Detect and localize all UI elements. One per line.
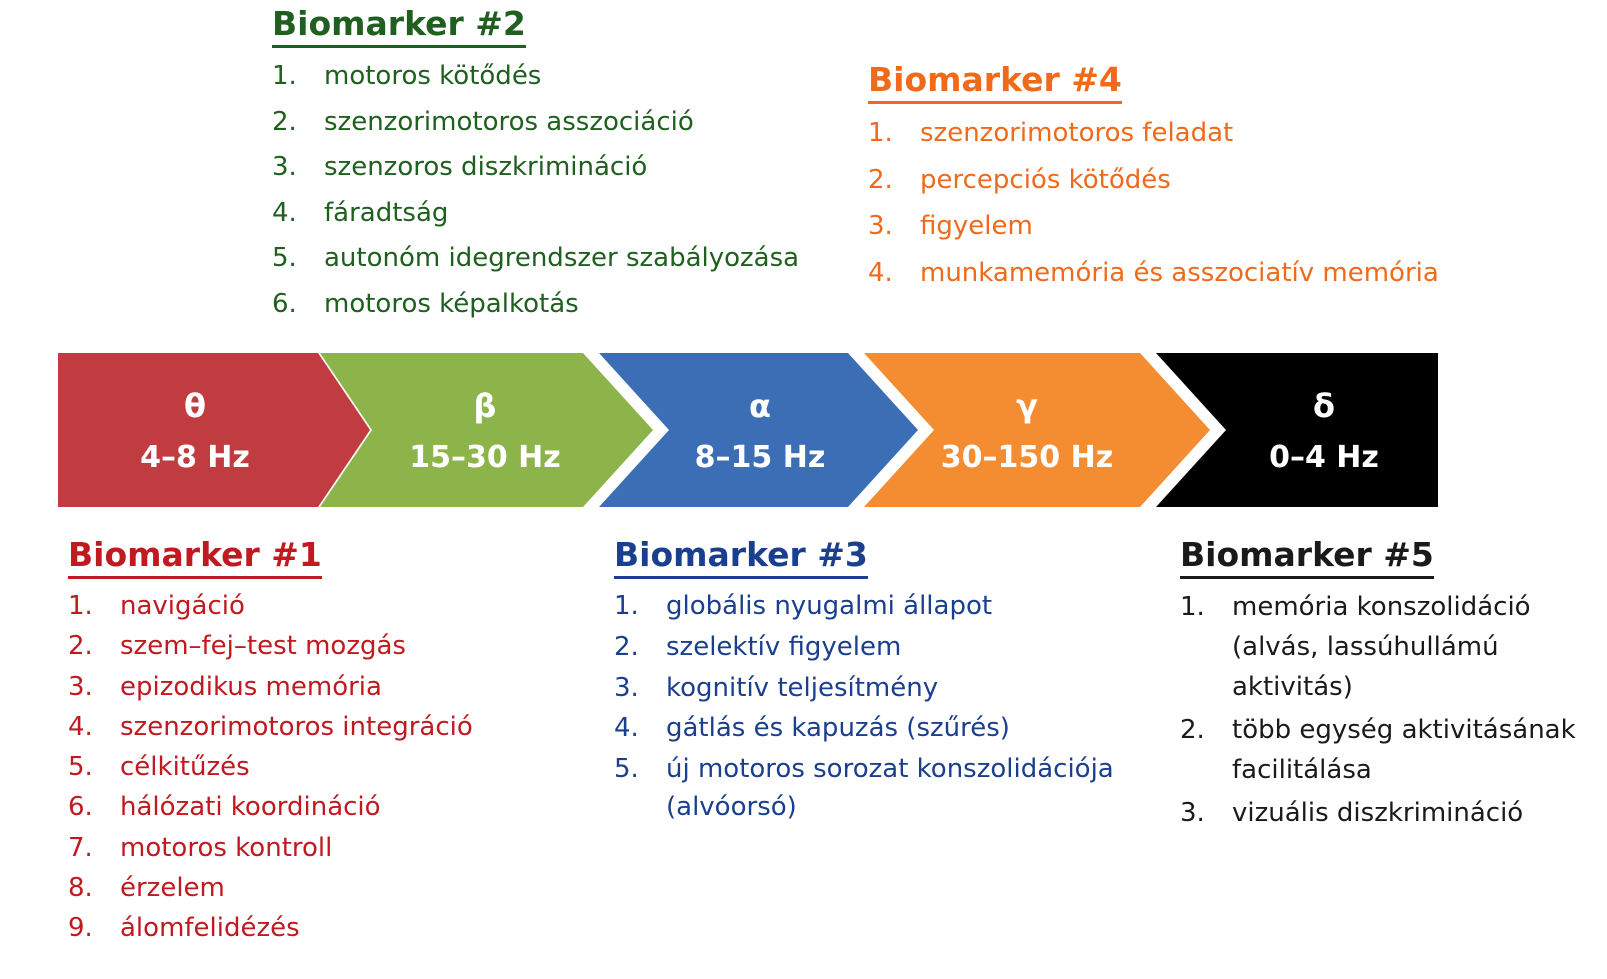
theta-range: 4–8 Hz xyxy=(140,440,250,475)
item-text: autonóm idegrendszer szabályozása xyxy=(324,243,800,273)
item-text: kognitív teljesítmény xyxy=(666,672,939,703)
item-number: 1. xyxy=(868,118,893,148)
biomarker-3-list xyxy=(614,587,1114,826)
item-number: 6. xyxy=(68,792,93,823)
item-number: 3. xyxy=(868,211,893,241)
biomarker-5-list xyxy=(1180,587,1592,833)
item-number: 7. xyxy=(68,832,93,863)
biomarker-1-list xyxy=(68,587,473,950)
item-text: szem–fej–test mozgás xyxy=(120,631,406,662)
item-number: 3. xyxy=(272,152,297,182)
item-number: 9. xyxy=(68,913,93,944)
list-item xyxy=(614,628,1114,669)
alpha-range: 8–15 Hz xyxy=(694,440,826,475)
list-item xyxy=(68,668,473,708)
item-number: 6. xyxy=(272,288,297,319)
list-item xyxy=(68,869,473,909)
item-text: több egység aktivitásának facilitálása xyxy=(1232,715,1576,785)
item-text: memória konszolidáció (alvás, lassúhullámú aktivitás) xyxy=(1232,592,1531,702)
biomarker-1-title: Biomarker #1 xyxy=(68,535,322,579)
item-number: 5. xyxy=(68,752,93,783)
gamma-range: 30–150 Hz xyxy=(940,440,1114,475)
list-item xyxy=(68,748,473,788)
alpha-symbol: α xyxy=(749,387,771,425)
item-number: 4. xyxy=(68,711,93,742)
item-text: motoros kontroll xyxy=(120,832,333,863)
item-number: 8. xyxy=(68,873,93,904)
item-text: szenzorimotoros feladat xyxy=(920,118,1234,148)
item-number: 1. xyxy=(614,591,639,621)
item-number: 2. xyxy=(868,164,893,195)
beta-symbol: β xyxy=(473,387,497,425)
item-text: gátlás és kapuzás (szűrés) xyxy=(666,713,1010,744)
list-item xyxy=(68,788,473,828)
item-text: percepciós kötődés xyxy=(920,164,1171,195)
gamma-symbol: γ xyxy=(1016,387,1038,425)
item-number: 1. xyxy=(1180,592,1205,622)
list-item xyxy=(614,587,1114,628)
biomarker-3-title: Biomarker #3 xyxy=(614,535,868,579)
biomarker-2-title: Biomarker #2 xyxy=(272,4,526,48)
item-text: szelektív figyelem xyxy=(666,631,902,662)
item-text-block xyxy=(666,750,1114,826)
item-text: álomfelidézés xyxy=(120,913,300,944)
item-number: 1. xyxy=(272,61,297,91)
item-number: 3. xyxy=(614,672,639,703)
biomarker-5-title: Biomarker #5 xyxy=(1180,535,1434,579)
delta-symbol: δ xyxy=(1313,387,1335,425)
item-number: 4. xyxy=(614,713,639,744)
item-number: 2. xyxy=(272,106,297,137)
list-item xyxy=(1180,710,1592,790)
item-text: fáradtság xyxy=(324,197,449,228)
item-text: szenzorimotoros asszociáció xyxy=(324,106,694,137)
list-item xyxy=(1180,587,1592,707)
item-text: szenzorimotoros integráció xyxy=(120,711,473,742)
item-text: motoros képalkotás xyxy=(324,288,579,319)
list-item xyxy=(614,709,1114,750)
item-text: epizodikus memória xyxy=(120,671,382,702)
biomarker-3-block xyxy=(614,535,1114,826)
list-item xyxy=(614,750,1114,826)
list-item xyxy=(1180,793,1592,833)
item-text: vizuális diszkrimináció xyxy=(1232,798,1524,828)
delta-range: 0–4 Hz xyxy=(1269,440,1379,475)
item-number: 4. xyxy=(272,197,297,228)
list-item xyxy=(68,909,473,949)
list-item xyxy=(68,627,473,667)
theta-band-chevron xyxy=(58,353,370,507)
item-number: 2. xyxy=(614,631,639,662)
theta-symbol: θ xyxy=(184,387,206,425)
item-text: új motoros sorozat konszolidációja xyxy=(666,754,1114,785)
biomarker-4-title: Biomarker #4 xyxy=(868,60,1122,104)
item-text: célkitűzés xyxy=(120,752,250,783)
item-text: hálózati koordináció xyxy=(120,792,381,823)
biomarker-1-block xyxy=(68,535,473,950)
biomarker-5-block xyxy=(1180,535,1592,836)
list-item xyxy=(614,669,1114,710)
item-text: érzelem xyxy=(120,873,225,904)
item-text: szenzoros diszkrimináció xyxy=(324,152,648,182)
item-number: 4. xyxy=(868,257,893,288)
item-text: globális nyugalmi állapot xyxy=(666,591,993,621)
item-number: 2. xyxy=(1180,715,1205,745)
list-item xyxy=(68,587,473,627)
item-number: 5. xyxy=(272,243,297,273)
item-number: 1. xyxy=(68,591,93,621)
item-number: 5. xyxy=(614,754,639,785)
item-text-continuation: (alvóorsó) xyxy=(666,792,797,823)
item-text: motoros kötődés xyxy=(324,61,542,91)
item-text: navigáció xyxy=(120,591,245,621)
list-item xyxy=(68,829,473,869)
item-text: figyelem xyxy=(920,211,1033,241)
list-item xyxy=(68,708,473,748)
item-number: 2. xyxy=(68,631,93,662)
item-number: 3. xyxy=(1180,798,1205,828)
item-number: 3. xyxy=(68,671,93,702)
beta-range: 15–30 Hz xyxy=(409,440,561,475)
item-text: munkamemória és asszociatív memória xyxy=(920,257,1439,288)
